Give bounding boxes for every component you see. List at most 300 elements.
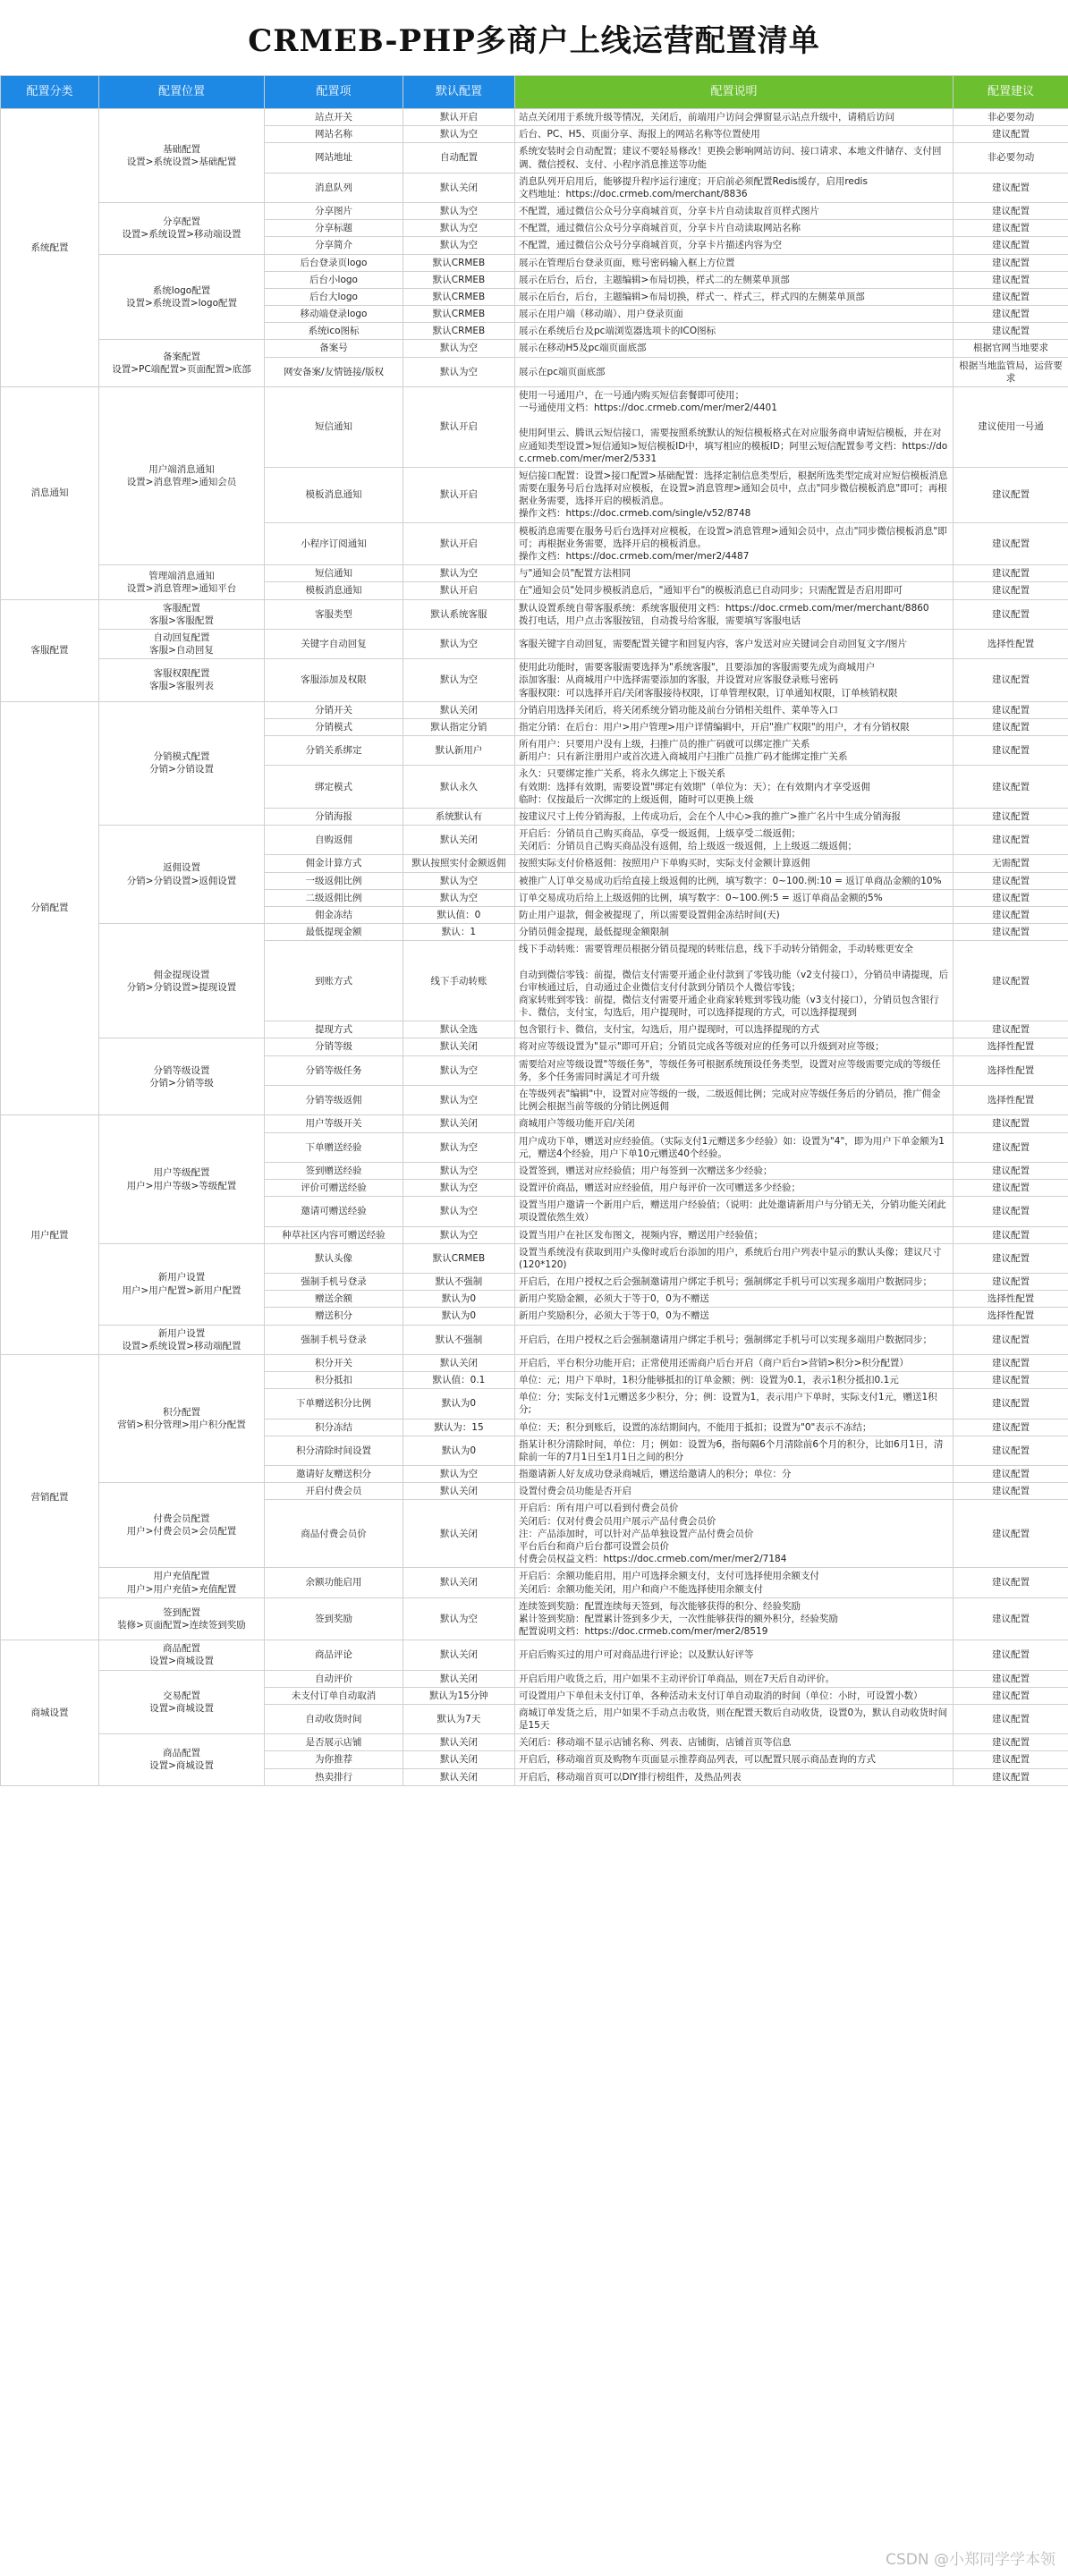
default-cell: 自动配置 (403, 143, 515, 173)
description-cell: 商城用户等级功能开启/关闭 (515, 1115, 954, 1132)
item-cell: 分销海报 (265, 808, 403, 825)
description-cell: 开启后，移动端首页及购物车页面显示推荐商品列表，可以配置只展示商品查询的方式 (515, 1751, 954, 1768)
default-cell: 默认为空 (403, 1597, 515, 1640)
description-cell: 后台、PC、H5、页面分享、海报上的网站名称等位置使用 (515, 126, 954, 143)
default-cell: 系统默认有 (403, 808, 515, 825)
item-cell: 站点开关 (265, 109, 403, 126)
default-cell: 默认为空 (403, 1466, 515, 1483)
suggestion-cell: 建议使用一号通 (954, 386, 1068, 467)
suggestion-cell: 建议配置 (954, 1466, 1068, 1483)
item-cell: 积分清除时间设置 (265, 1436, 403, 1465)
default-cell: 默认指定分销 (403, 718, 515, 735)
description-cell: 可设置用户下单但未支付订单，各种活动未支付订单自动取消的时间（单位：小时，可设置小数） (515, 1687, 954, 1704)
description-cell: 商城订单发货之后，用户如果不手动点击收货，则在配置天数后自动收货，设置0为，默认自动收货时间是15天 (515, 1704, 954, 1733)
item-cell: 商品付费会员价 (265, 1500, 403, 1568)
table-row (1, 659, 1068, 702)
default-cell: 默认为7天 (403, 1704, 515, 1733)
table-row (1, 1115, 1068, 1132)
suggestion-cell: 非必要勿动 (954, 109, 1068, 126)
item-cell: 佣金冻结 (265, 906, 403, 923)
default-cell: 默认为空 (403, 1086, 515, 1115)
item-cell: 后台登录页logo (265, 254, 403, 271)
default-cell: 默认为空 (403, 203, 515, 220)
description-cell: 使用此功能时，需要客服需要选择为"系统客服"，且要添加的客服需要先成为商城用户 添加客服：从商城用户中选择需要添加的客服，并设置对应客服登录账号密码 客服权限：可以选择开启/关闭客服接待权限，订单管理权限，订单通知权限，订单核销权限 (515, 659, 954, 702)
item-cell: 自购返佣 (265, 826, 403, 855)
default-cell: 默认关闭 (403, 1115, 515, 1132)
position-cell: 用户充值配置 用户>用户充值>充值配置 (99, 1568, 265, 1597)
description-cell: 开启后：分销员自己购买商品，享受一级返佣，上级享受二级返佣； 关闭后：分销员自己购买商品没有返佣，给上级返一级返佣，上上级返二级返佣； (515, 826, 954, 855)
category-cell: 消息通知 (1, 386, 99, 599)
position-cell: 备案配置 设置>PC端配置>页面配置>底部 (99, 340, 265, 387)
default-cell: 默认值：0.1 (403, 1372, 515, 1389)
suggestion-cell: 选择性配置 (954, 1308, 1068, 1325)
item-cell: 分享标题 (265, 220, 403, 237)
item-cell: 热卖排行 (265, 1768, 403, 1785)
default-cell: 默认不强制 (403, 1325, 515, 1354)
description-cell: 单位：分；实际支付1元赠送多少积分，分；例：设置为1，表示用户下单时，实际支付1元，赠送1积分; (515, 1389, 954, 1419)
default-cell: 默认为空 (403, 340, 515, 357)
default-cell: 默认关闭 (403, 1670, 515, 1687)
table-row (1, 340, 1068, 357)
position-cell: 基础配置 设置>系统设置>基础配置 (99, 109, 265, 203)
position-cell: 新用户设置 设置>系统设置>移动端配置 (99, 1325, 265, 1354)
description-cell: 分销员佣金提现，最低提现金额限制 (515, 924, 954, 941)
suggestion-cell: 建议配置 (954, 1568, 1068, 1597)
item-cell: 签到赠送经验 (265, 1162, 403, 1179)
item-cell: 分销开关 (265, 701, 403, 718)
default-cell: 默认开启 (403, 109, 515, 126)
description-cell: 永久：只要绑定推广关系，将永久绑定上下级关系 有效期：选择有效期，需要设置"绑定有效期"（单位为：天）；在有效期内才享受返佣 临时：仅按最后一次绑定的上级返佣，随时可以更换上级 (515, 766, 954, 809)
suggestion-cell: 根据当地监管局，运营要求 (954, 357, 1068, 386)
item-cell: 下单赠送积分比例 (265, 1389, 403, 1419)
default-cell: 默认关闭 (403, 1734, 515, 1751)
description-cell: 分销启用选择关闭后，将关闭系统分销功能及前台分销相关组件、菜单等入口 (515, 701, 954, 718)
item-cell: 客服添加及权限 (265, 659, 403, 702)
header-description: 配置说明 (515, 76, 954, 109)
item-cell: 分销等级 (265, 1038, 403, 1055)
category-cell: 商城设置 (1, 1640, 99, 1786)
description-cell: 系统安装时会自动配置；建议不要轻易修改！更换会影响网站访问、接口请求、本地文件储存、支付回调、微信授权、支付、小程序消息推送等功能 (515, 143, 954, 173)
description-cell: 设置评价商品，赠送对应经验值，用户每评价一次可赠送多少经验； (515, 1180, 954, 1197)
suggestion-cell: 建议配置 (954, 1180, 1068, 1197)
suggestion-cell: 选择性配置 (954, 1038, 1068, 1055)
header-item: 配置项 (265, 76, 403, 109)
item-cell: 备案号 (265, 340, 403, 357)
suggestion-cell: 建议配置 (954, 808, 1068, 825)
suggestion-cell: 建议配置 (954, 522, 1068, 565)
item-cell: 网站地址 (265, 143, 403, 173)
suggestion-cell: 建议配置 (954, 906, 1068, 923)
description-cell: 用户成功下单，赠送对应经验值。（实际支付1元赠送多少经验）如：设置为"4"，即为用户下单金额为1元，赠送4个经验，用户下单10元赠送40个经验。 (515, 1132, 954, 1162)
description-cell: 需要给对应等级设置"等级任务"，等级任务可根据系统预设任务类型，设置对应等级需要完成的等级任务，多个任务需同时满足才可升级 (515, 1055, 954, 1085)
item-cell: 积分抵扣 (265, 1372, 403, 1389)
description-cell: 站点关闭用于系统升级等情况，关闭后，前端用户访问会弹窗显示站点升级中，请稍后访问 (515, 109, 954, 126)
item-cell: 积分开关 (265, 1354, 403, 1371)
description-cell: 设置付费会员功能是否开启 (515, 1483, 954, 1500)
description-cell: 客服关键字自动回复，需要配置关键字和回复内容，客户发送对应关键词会自动回复文字/图片 (515, 629, 954, 658)
description-cell: 线下手动转账：需要管理员根据分销员提现的转账信息，线下手动转分销佣金，手动转账更安全 自动到微信零钱：前提，微信支付需要开通企业付款到了零钱功能（v2支付接口），分销员申请提现，后台审核通过后，自动通过企业微信支付付款到分销员个人微信零钱； 商家转账到零钱：前提，微信支付需要开通企业商家转账到零钱功能（v3支付接口），分销员包含银行卡、微信，支付宝，勾选后，用户提现时，可以选择提现的方式，可以选择提现到 (515, 941, 954, 1021)
default-cell: 默认值：0 (403, 906, 515, 923)
suggestion-cell: 建议配置 (954, 1704, 1068, 1733)
default-cell: 默认关闭 (403, 1568, 515, 1597)
suggestion-cell: 建议配置 (954, 1640, 1068, 1670)
default-cell: 默认CRMEB (403, 1243, 515, 1273)
position-cell: 用户等级配置 用户>用户等级>等级配置 (99, 1115, 265, 1243)
table-row (1, 629, 1068, 658)
default-cell: 默认系统客服 (403, 599, 515, 629)
default-cell: 默认开启 (403, 386, 515, 467)
description-cell: 不配置，通过微信公众号分享商城首页，分享卡片自动读取首页样式图片 (515, 203, 954, 220)
default-cell: 默认关闭 (403, 1768, 515, 1785)
description-cell: 默认设置系统自带客服系统：系统客服使用文档：https://doc.crmeb.com/mer/merchant/8860 拨打电话，用户点击客服按钮，自动拨号给客服，需要填写客服电话 (515, 599, 954, 629)
description-cell: 开启后用户收货之后，用户如果不主动评价订单商品，则在7天后自动评价。 (515, 1670, 954, 1687)
item-cell: 评价可赠送经验 (265, 1180, 403, 1197)
watermark: CSDN @小郑同学学本领 (886, 2551, 1055, 2569)
position-cell: 积分配置 营销>积分管理>用户积分配置 (99, 1354, 265, 1482)
description-cell: 将对应等级设置为"显示"即可开启；分销员完成各等级对应的任务可以升级到对应等级； (515, 1038, 954, 1055)
suggestion-cell: 选择性配置 (954, 1086, 1068, 1115)
description-cell: 展示在移动H5及pc端页面底部 (515, 340, 954, 357)
description-cell: 指邀请新人好友成功登录商城后，赠送给邀请人的积分；单位：分 (515, 1466, 954, 1483)
default-cell: 默认为空 (403, 1197, 515, 1226)
default-cell: 默认为0 (403, 1389, 515, 1419)
description-cell: 所有用户：只要用户没有上级，扫推广员的推广码就可以绑定推广关系 新用户：只有新注册用户或首次进入商城用户扫推广员推广码才能绑定推广关系 (515, 736, 954, 766)
position-cell: 客服权限配置 客服>客服列表 (99, 659, 265, 702)
item-cell: 自动评价 (265, 1670, 403, 1687)
suggestion-cell: 非必要勿动 (954, 143, 1068, 173)
item-cell: 到账方式 (265, 941, 403, 1021)
item-cell: 模板消息通知 (265, 582, 403, 599)
item-cell: 强制手机号登录 (265, 1274, 403, 1291)
description-cell: 开启后，在用户授权之后会强制邀请用户绑定手机号；强制绑定手机号可以实现多端用户数据同步； (515, 1274, 954, 1291)
item-cell: 赠送积分 (265, 1308, 403, 1325)
table-row (1, 109, 1068, 126)
item-cell: 商品评论 (265, 1640, 403, 1670)
default-cell: 默认关闭 (403, 1751, 515, 1768)
description-cell: 指某计积分清除时间，单位：月；例如：设置为6，指每隔6个月清除前6个月的积分，比如6月1日，清除前一年的7月1日至1月1日之间的积分 (515, 1436, 954, 1465)
suggestion-cell: 建议配置 (954, 736, 1068, 766)
item-cell: 系统ico图标 (265, 323, 403, 340)
default-cell: 默认不强制 (403, 1274, 515, 1291)
suggestion-cell: 建议配置 (954, 924, 1068, 941)
description-cell: 展示在后台，后台，主题编辑>布局切换，样式一、样式三，样式四的左侧菜单顶部 (515, 288, 954, 305)
item-cell: 分销等级返佣 (265, 1086, 403, 1115)
description-cell: 开启后，移动端首页可以DIY排行榜组件，及热品列表 (515, 1768, 954, 1785)
category-cell: 分销配置 (1, 701, 99, 1115)
suggestion-cell: 建议配置 (954, 659, 1068, 702)
default-cell: 默认为空 (403, 237, 515, 254)
item-cell: 未支付订单自动取消 (265, 1687, 403, 1704)
position-cell: 自动回复配置 客服>自动回复 (99, 629, 265, 658)
item-cell: 网安备案/友情链接/版权 (265, 357, 403, 386)
table-row (1, 1640, 1068, 1670)
table-row (1, 565, 1068, 582)
item-cell: 分销等级任务 (265, 1055, 403, 1085)
default-cell: 默认新用户 (403, 736, 515, 766)
description-cell: 按建议尺寸上传分销海报，上传成功后，会在个人中心>我的推广>推广名片中生成分销海报 (515, 808, 954, 825)
item-cell: 后台大logo (265, 288, 403, 305)
suggestion-cell: 建议配置 (954, 173, 1068, 202)
default-cell: 默认CRMEB (403, 323, 515, 340)
suggestion-cell: 建议配置 (954, 941, 1068, 1021)
default-cell: 默认CRMEB (403, 254, 515, 271)
table-row (1, 599, 1068, 629)
table-row (1, 254, 1068, 271)
table-row (1, 826, 1068, 855)
item-cell: 客服类型 (265, 599, 403, 629)
suggestion-cell: 建议配置 (954, 126, 1068, 143)
item-cell: 自动收货时间 (265, 1704, 403, 1733)
description-cell: 包含银行卡、微信，支付宝，勾选后，用户提现时，可以选择提现的方式 (515, 1021, 954, 1038)
item-cell: 网站名称 (265, 126, 403, 143)
position-cell: 付费会员配置 用户>付费会员>会员配置 (99, 1483, 265, 1568)
item-cell: 用户等级开关 (265, 1115, 403, 1132)
description-cell: 展示在pc端页面底部 (515, 357, 954, 386)
default-cell: 默认为空 (403, 659, 515, 702)
default-cell: 默认为空 (403, 357, 515, 386)
item-cell: 佣金计算方式 (265, 855, 403, 872)
suggestion-cell: 选择性配置 (954, 629, 1068, 658)
item-cell: 后台小logo (265, 271, 403, 288)
suggestion-cell: 建议配置 (954, 1734, 1068, 1751)
item-cell: 小程序订阅通知 (265, 522, 403, 565)
page-title: CRMEB-PHP多商户上线运营配置清单 (248, 22, 820, 59)
header-category: 配置分类 (1, 76, 99, 109)
default-cell: 默认开启 (403, 522, 515, 565)
description-cell: 设置当用户邀请一个新用户后，赠送用户经验值；（说明：此处邀请新用户与分销无关，分销功能关闭此项设置依然生效） (515, 1197, 954, 1226)
suggestion-cell: 建议配置 (954, 718, 1068, 735)
table-row (1, 1734, 1068, 1751)
description-cell: 新用户奖励积分，必须大于等于0，0为不赠送 (515, 1308, 954, 1325)
table-row (1, 203, 1068, 220)
suggestion-cell: 建议配置 (954, 1436, 1068, 1465)
suggestion-cell: 建议配置 (954, 1325, 1068, 1354)
description-cell: 展示在系统后台及pc端浏览器选项卡的ICO图标 (515, 323, 954, 340)
position-cell: 返佣设置 分销>分销设置>返佣设置 (99, 826, 265, 924)
item-cell: 绑定模式 (265, 766, 403, 809)
item-cell: 是否展示店铺 (265, 1734, 403, 1751)
default-cell: 默认为空 (403, 126, 515, 143)
description-cell: 开启后：所有用户可以看到付费会员价 关闭后：仅对付费会员用户展示产品付费会员价 注：产品添加时，可以针对产品单独设置产品付费会员价 平台后台和商户后台都可设置会员价 付费会员权益文档：https://doc.crmeb.com/mer/mer2/7184 (515, 1500, 954, 1568)
table-row (1, 1038, 1068, 1055)
suggestion-cell: 建议配置 (954, 271, 1068, 288)
suggestion-cell: 建议配置 (954, 889, 1068, 906)
table-row (1, 1243, 1068, 1273)
header-suggestion: 配置建议 (954, 76, 1068, 109)
suggestion-cell: 建议配置 (954, 1162, 1068, 1179)
config-table (0, 75, 1068, 1786)
item-cell: 下单赠送经验 (265, 1132, 403, 1162)
suggestion-cell: 建议配置 (954, 1751, 1068, 1768)
item-cell: 模板消息通知 (265, 467, 403, 522)
default-cell: 默认为0 (403, 1308, 515, 1325)
header-position: 配置位置 (99, 76, 265, 109)
suggestion-cell: 建议配置 (954, 1419, 1068, 1436)
default-cell: 默认关闭 (403, 173, 515, 202)
description-cell: 按照实际支付价格返佣：按照用户下单购买时，实际支付金额计算返佣 (515, 855, 954, 872)
suggestion-cell: 建议配置 (954, 1500, 1068, 1568)
suggestion-cell: 建议配置 (954, 203, 1068, 220)
suggestion-cell: 建议配置 (954, 1274, 1068, 1291)
description-cell: 使用一号通用户，在一号通内购买短信套餐即可使用； 一号通使用文档：https://doc.crmeb.com/mer/mer2/4401 使用阿里云、腾讯云短信接口，需要按照系统默认的短信模板格式在对应服务商申请短信模板，并在对应通知类型设置>短信通知>短信模板ID中，填写相应的模板ID；阿里云短信配置参考文档：https://doc.crmeb.com/mer/mer2/5331 (515, 386, 954, 467)
position-cell: 新用户设置 用户>用户配置>新用户配置 (99, 1243, 265, 1325)
default-cell: 默认全选 (403, 1021, 515, 1038)
suggestion-cell: 选择性配置 (954, 1055, 1068, 1085)
default-cell: 默认关闭 (403, 1500, 515, 1568)
description-cell: 开启后购买过的用户可对商品进行评论；以及默认好评等 (515, 1640, 954, 1670)
description-cell: 展示在后台，后台，主题编辑>布局切换，样式二的左侧菜单顶部 (515, 271, 954, 288)
item-cell: 关键字自动回复 (265, 629, 403, 658)
description-cell: 消息队列开启用后，能够提升程序运行速度；开启前必须配置Redis缓存，启用redis 文档地址：https://doc.crmeb.com/merchant/8836 (515, 173, 954, 202)
suggestion-cell: 建议配置 (954, 872, 1068, 889)
position-cell: 佣金提现设置 分销>分销设置>提现设置 (99, 924, 265, 1038)
default-cell: 默认关闭 (403, 1640, 515, 1670)
item-cell: 邀请好友赠送积分 (265, 1466, 403, 1483)
position-cell: 签到配置 装修>页面配置>连续签到奖励 (99, 1597, 265, 1640)
position-cell: 系统logo配置 设置>系统设置>logo配置 (99, 254, 265, 340)
default-cell: 默认永久 (403, 766, 515, 809)
default-cell: 默认按照实付金额返佣 (403, 855, 515, 872)
item-cell: 移动端登录logo (265, 306, 403, 323)
default-cell: 默认CRMEB (403, 288, 515, 305)
description-cell: 不配置，通过微信公众号分享商城首页，分享卡片描述内容为空 (515, 237, 954, 254)
default-cell: 默认开启 (403, 582, 515, 599)
table-row (1, 924, 1068, 941)
default-cell: 默认CRMEB (403, 271, 515, 288)
description-cell: 指定分销：在后台：用户>用户管理>用户详情编辑中，开启"推广权限"的用户，才有分销权限 (515, 718, 954, 735)
description-cell: 连续签到奖励：配置连续每天签到，每次能够获得的积分、经验奖励 累计签到奖励：配置累计签到多少天，一次性能够获得的额外积分，经验奖励 配置说明文档：https://doc.crmeb.com/mer/mer2/8519 (515, 1597, 954, 1640)
suggestion-cell: 建议配置 (954, 766, 1068, 809)
suggestion-cell: 建议配置 (954, 565, 1068, 582)
position-cell: 交易配置 设置>商城设置 (99, 1670, 265, 1734)
description-cell: 开启后：余额功能启用，用户可选择余额支付，支付可选择使用余额支付 关闭后：余额功能关闭，用户和商户不能选择使用余额支付 (515, 1568, 954, 1597)
default-cell: 默认关闭 (403, 1483, 515, 1500)
item-cell: 提现方式 (265, 1021, 403, 1038)
table-row (1, 1354, 1068, 1371)
suggestion-cell: 建议配置 (954, 1226, 1068, 1243)
description-cell: 不配置，通过微信公众号分享商城首页，分享卡片自动读取网站名称 (515, 220, 954, 237)
default-cell: 默认为：15 (403, 1419, 515, 1436)
description-cell: 被推广人订单交易成功后给直接上级返佣的比例，填写数字：0~100.例:10 = 返订单商品金额的10% (515, 872, 954, 889)
item-cell: 二级返佣比例 (265, 889, 403, 906)
description-cell: 与"通知会员"配置方法相同 (515, 565, 954, 582)
item-cell: 为你推荐 (265, 1751, 403, 1768)
suggestion-cell: 建议配置 (954, 1115, 1068, 1132)
suggestion-cell: 选择性配置 (954, 1291, 1068, 1308)
description-cell: 模板消息需要在服务号后台选择对应模板，在设置>消息管理>通知会员中，点击"同步微信模板消息"即可；再根据业务需要，选择开启的模板消息。 操作文档：https://doc.crmeb.com/mer/mer2/4487 (515, 522, 954, 565)
description-cell: 关闭后：移动端不显示店铺名称、列表、店铺街，店铺首页等信息 (515, 1734, 954, 1751)
suggestion-cell: 建议配置 (954, 1372, 1068, 1389)
description-cell: 防止用户退款，佣金被提现了，所以需要设置佣金冻结时间(天) (515, 906, 954, 923)
suggestion-cell: 建议配置 (954, 599, 1068, 629)
item-cell: 邀请可赠送经验 (265, 1197, 403, 1226)
suggestion-cell: 建议配置 (954, 323, 1068, 340)
default-cell: 默认为空 (403, 220, 515, 237)
default-cell: 默认关闭 (403, 701, 515, 718)
category-cell: 用户配置 (1, 1115, 99, 1355)
suggestion-cell: 建议配置 (954, 1243, 1068, 1273)
suggestion-cell: 建议配置 (954, 1132, 1068, 1162)
position-cell: 分销等级设置 分销>分销等级 (99, 1038, 265, 1115)
item-cell: 分享图片 (265, 203, 403, 220)
suggestion-cell: 建议配置 (954, 306, 1068, 323)
table-row (1, 1483, 1068, 1500)
default-cell: 默认为空 (403, 565, 515, 582)
item-cell: 开启付费会员 (265, 1483, 403, 1500)
position-cell: 客服配置 客服>客服配置 (99, 599, 265, 629)
suggestion-cell: 建议配置 (954, 1768, 1068, 1785)
suggestion-cell: 建议配置 (954, 467, 1068, 522)
description-cell: 订单交易成功后给上上级返佣的比例，填写数字：0~100.例:5 = 返订单商品金额的5% (515, 889, 954, 906)
default-cell: 线下手动转账 (403, 941, 515, 1021)
description-cell: 设置签到，赠送对应经验值；用户每签到一次赠送多少经验； (515, 1162, 954, 1179)
default-cell: 默认为0 (403, 1436, 515, 1465)
description-cell: 设置当系统没有获取到用户头像时或后台添加的用户，系统后台用户列表中显示的默认头像；建议尺寸(120*120) (515, 1243, 954, 1273)
table-header-row (1, 76, 1068, 109)
item-cell: 余额功能启用 (265, 1568, 403, 1597)
suggestion-cell: 建议配置 (954, 1021, 1068, 1038)
description-cell: 设置当用户在社区发布图文，视频内容，赠送用户经验值； (515, 1226, 954, 1243)
suggestion-cell: 建议配置 (954, 826, 1068, 855)
default-cell: 默认为空 (403, 1162, 515, 1179)
suggestion-cell: 建议配置 (954, 237, 1068, 254)
item-cell: 签到奖励 (265, 1597, 403, 1640)
position-cell: 商品配置 设置>商城设置 (99, 1640, 265, 1670)
suggestion-cell: 建议配置 (954, 254, 1068, 271)
table-row (1, 386, 1068, 467)
description-cell: 开启后，平台积分功能开启；正常使用还需商户后台开启（商户后台>营销>积分>积分配置） (515, 1354, 954, 1371)
item-cell: 分销关系绑定 (265, 736, 403, 766)
table-row (1, 1568, 1068, 1597)
default-cell: 默认为空 (403, 1132, 515, 1162)
default-cell: 默认开启 (403, 467, 515, 522)
item-cell: 赠送余额 (265, 1291, 403, 1308)
position-cell: 用户端消息通知 设置>消息管理>通知会员 (99, 386, 265, 564)
item-cell: 分享简介 (265, 237, 403, 254)
suggestion-cell: 建议配置 (954, 1354, 1068, 1371)
header-default: 默认配置 (403, 76, 515, 109)
table-row (1, 1597, 1068, 1640)
description-cell: 单位：元；用户下单时，1积分能够抵扣的订单金额；例：设置为0.1，表示1积分抵扣0.1元 (515, 1372, 954, 1389)
suggestion-cell: 无需配置 (954, 855, 1068, 872)
suggestion-cell: 建议配置 (954, 1197, 1068, 1226)
default-cell: 默认CRMEB (403, 306, 515, 323)
table-row (1, 1325, 1068, 1354)
item-cell: 强制手机号登录 (265, 1325, 403, 1354)
suggestion-cell: 建议配置 (954, 582, 1068, 599)
position-cell: 分享配置 设置>系统设置>移动端设置 (99, 203, 265, 255)
suggestion-cell: 建议配置 (954, 1483, 1068, 1500)
description-cell: 在"通知会员"处同步模板消息后，"通知平台"的模板消息已自动同步；只需配置是否启用即可 (515, 582, 954, 599)
item-cell: 短信通知 (265, 565, 403, 582)
suggestion-cell: 建议配置 (954, 220, 1068, 237)
suggestion-cell: 建议配置 (954, 288, 1068, 305)
default-cell: 默认为空 (403, 1055, 515, 1085)
position-cell: 管理端消息通知 设置>消息管理>通知平台 (99, 565, 265, 599)
default-cell: 默认为空 (403, 872, 515, 889)
suggestion-cell: 建议配置 (954, 1670, 1068, 1687)
category-cell: 营销配置 (1, 1354, 99, 1640)
position-cell: 商品配置 设置>商城设置 (99, 1734, 265, 1786)
table-row (1, 701, 1068, 718)
table-row (1, 1670, 1068, 1687)
default-cell: 默认为0 (403, 1291, 515, 1308)
default-cell: 默认为15分钟 (403, 1687, 515, 1704)
description-cell: 单位：天；积分到账后，设置的冻结期间内，不能用于抵扣；设置为"0"表示不冻结； (515, 1419, 954, 1436)
item-cell: 短信通知 (265, 386, 403, 467)
description-cell: 展示在管理后台登录页面，账号密码输入框上方位置 (515, 254, 954, 271)
suggestion-cell: 建议配置 (954, 1687, 1068, 1704)
